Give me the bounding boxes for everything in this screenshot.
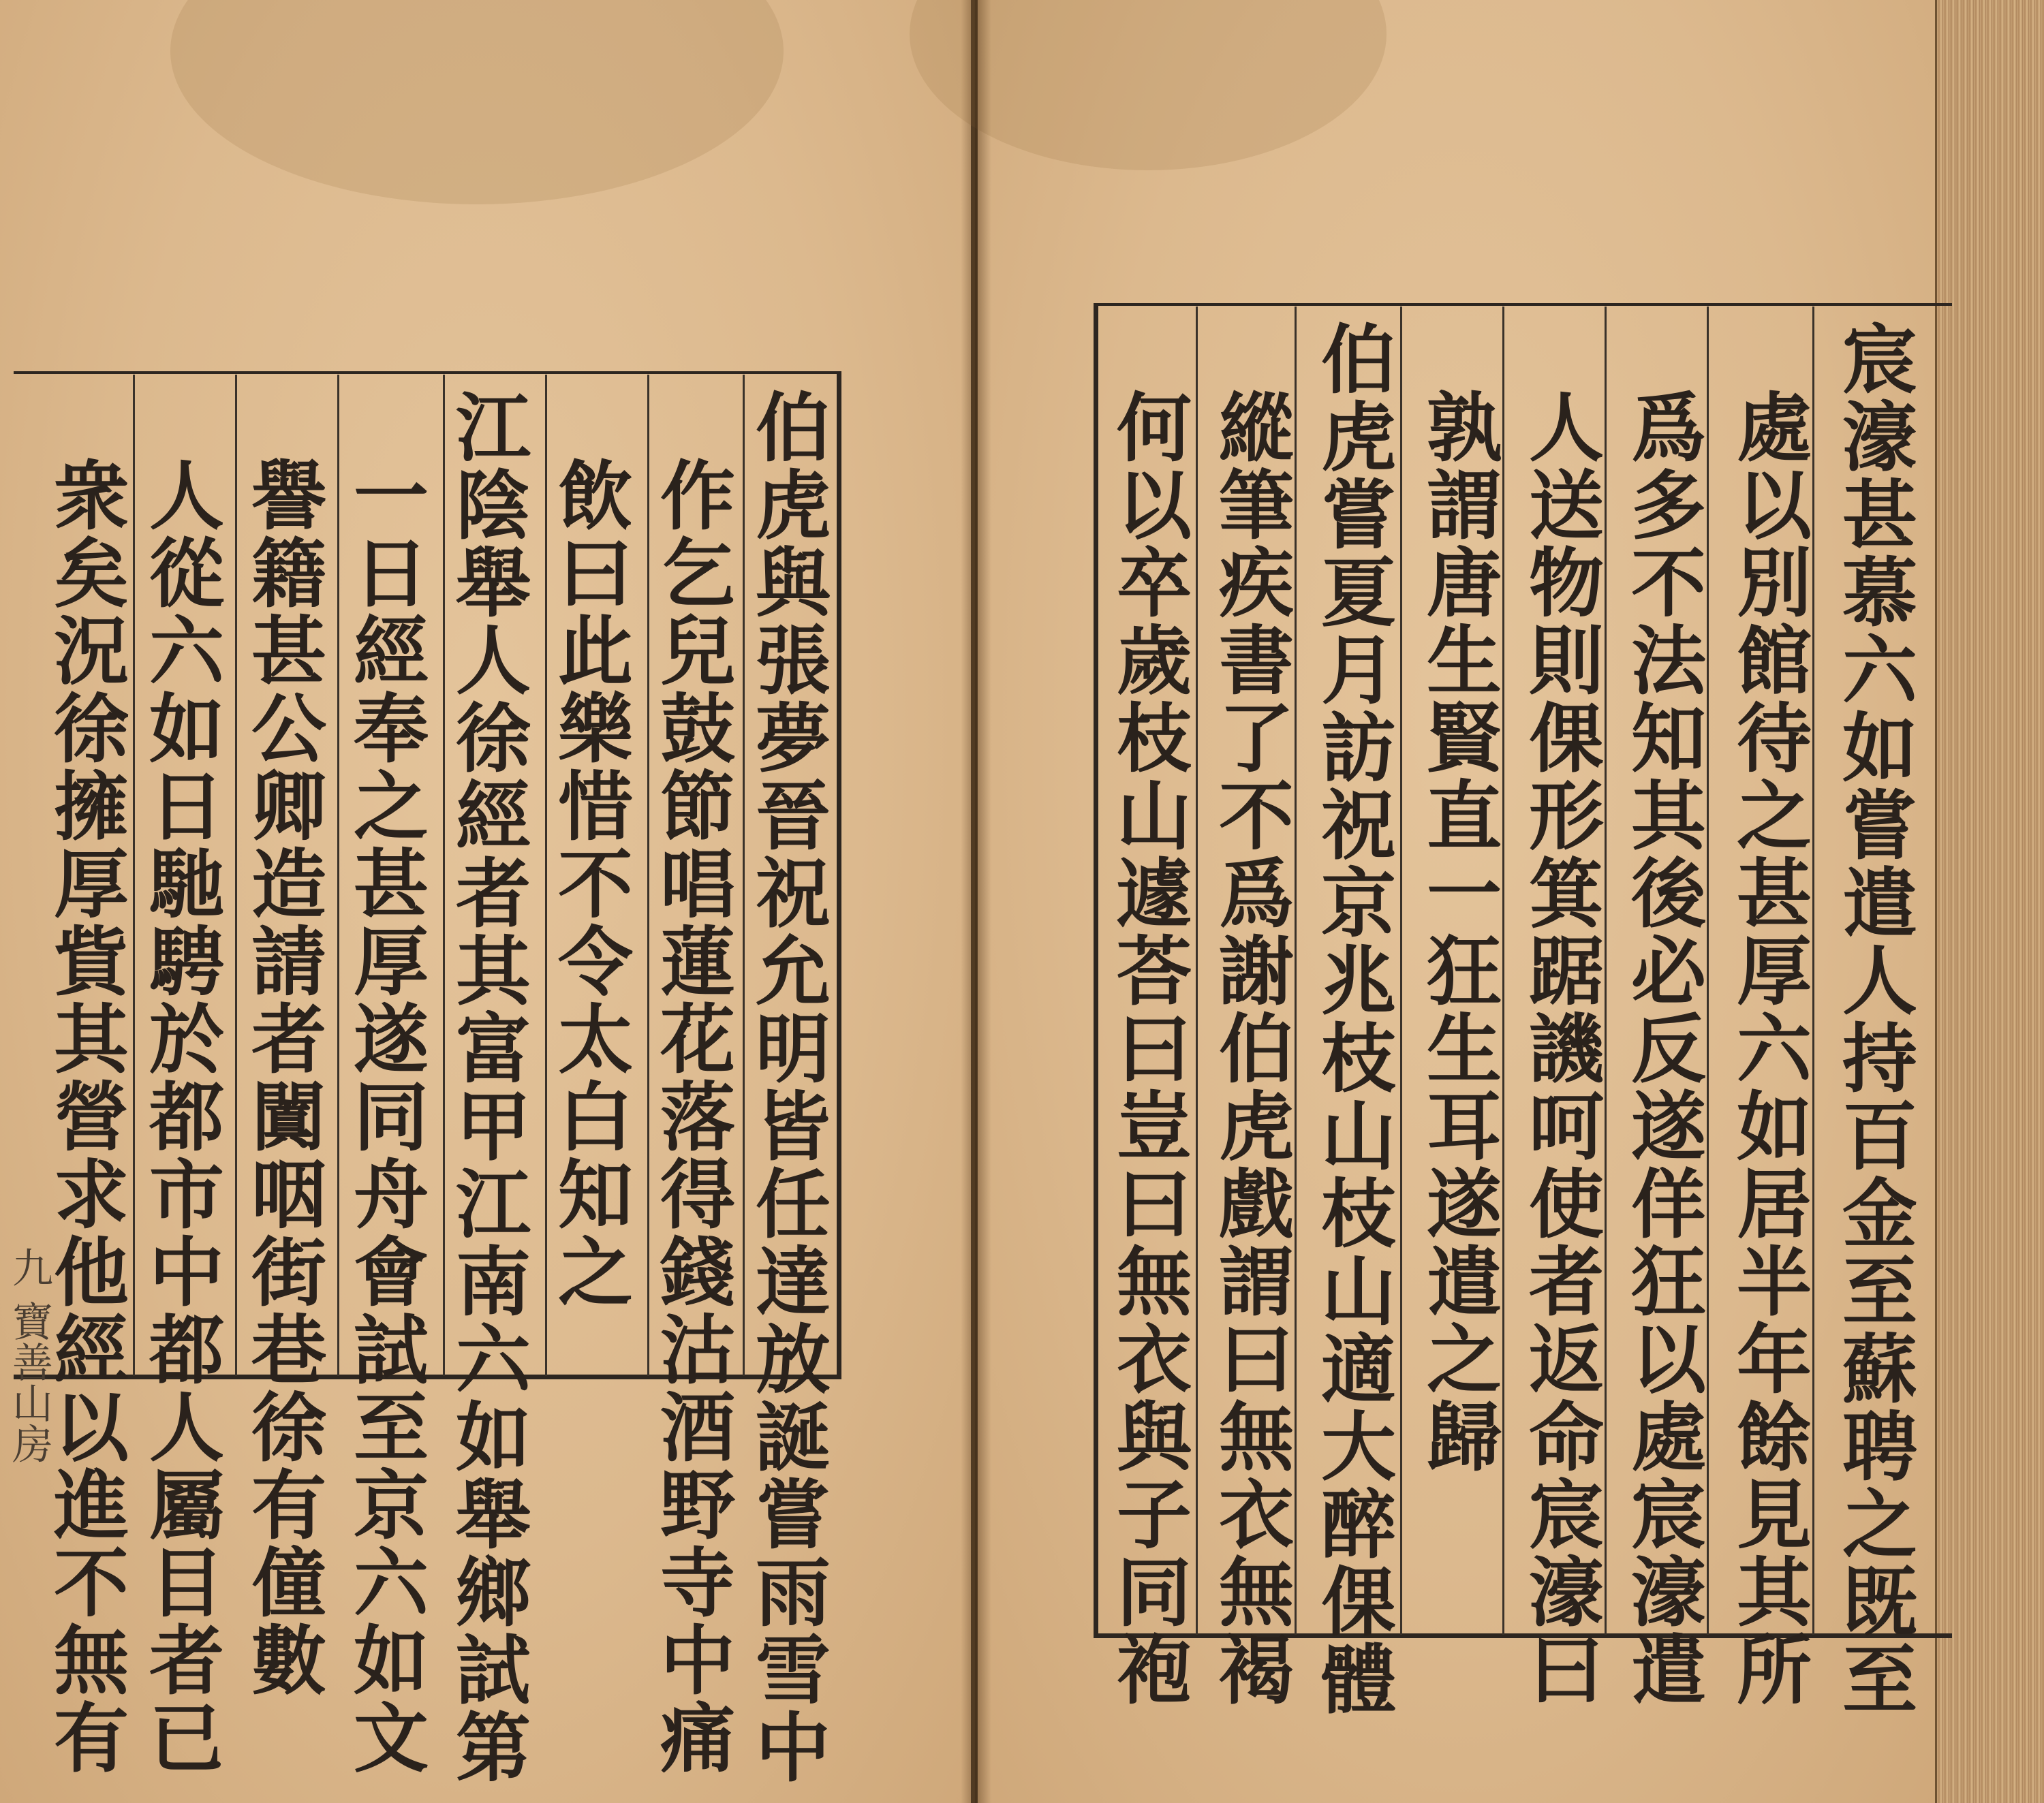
text-column: 何以卒歲枝山遽荅曰豈曰無衣與子同袍 xyxy=(1104,388,1192,1708)
text-column: 處以別館待之甚厚六如居半年餘見其所 xyxy=(1724,388,1812,1708)
text-column: 一日經奉之甚厚遂同舟會試至京六如文 xyxy=(341,456,429,1776)
margin-folio: 九 寶善山房 xyxy=(5,1247,53,1464)
text-column: 飲曰此樂惜不令太白知之 xyxy=(546,456,634,1311)
text-column: 江陰舉人徐經者其富甲江南六如舉鄉試第 xyxy=(444,388,531,1786)
text-column: 縱筆疾書了不爲謝伯虎戲謂曰無衣無褐 xyxy=(1207,388,1295,1708)
water-stain xyxy=(170,0,784,204)
text-column: 宸濠甚慕六如嘗遣人持百金至蘇聘之既至 xyxy=(1830,320,1918,1718)
text-column: 爲多不法知其後必反遂佯狂以處宸濠遣 xyxy=(1619,388,1707,1708)
text-column: 人送物則倮形箕踞譏呵使者返命宸濠曰 xyxy=(1517,388,1605,1708)
text-column: 衆矣況徐擁厚貲其營求他經以進不無有 xyxy=(42,456,129,1776)
text-column: 伯虎與張夢晉祝允明皆任達放誕嘗雨雪中 xyxy=(743,388,831,1786)
text-column: 伯虎嘗夏月訪祝京兆枝山枝山適大醉倮體 xyxy=(1309,320,1397,1718)
text-column: 譽籍甚公卿造請者闐咽街巷徐有僮數 xyxy=(239,456,327,1699)
book-gutter xyxy=(961,0,991,1803)
column-rule xyxy=(1196,307,1198,1635)
text-column: 人從六如日馳騁於都市中都人屬目者已 xyxy=(137,456,225,1776)
text-column: 作乞兒鼓節唱蓮花落得錢沽酒野寺中痛 xyxy=(648,456,736,1776)
text-column: 孰謂唐生賢直一狂生耳遂遣之歸 xyxy=(1414,388,1502,1475)
column-rule xyxy=(1400,307,1402,1635)
